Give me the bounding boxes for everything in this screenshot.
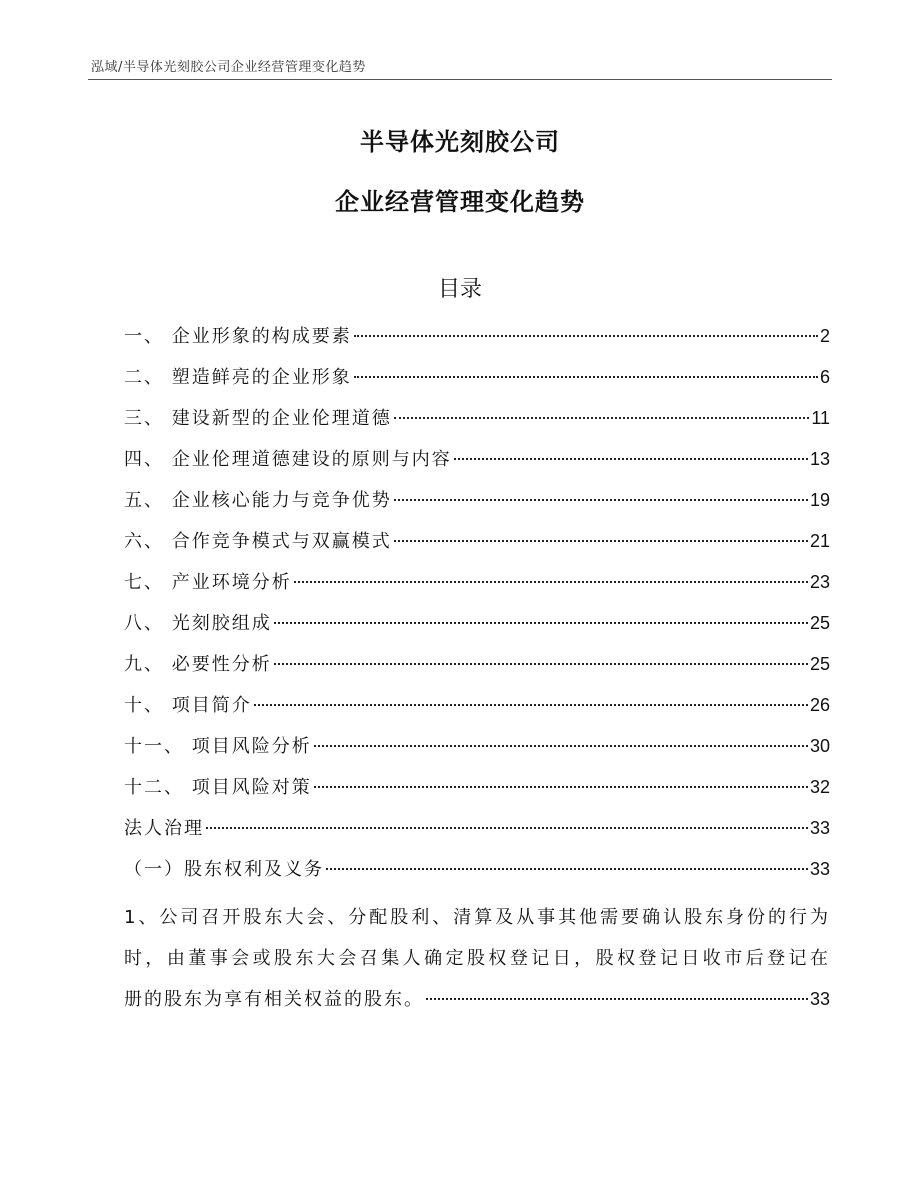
toc-entry[interactable] bbox=[124, 814, 830, 855]
toc-entry-page: 33 bbox=[809, 859, 830, 879]
toc-entry-page: 33 bbox=[809, 989, 830, 1009]
toc-entry-page: 11 bbox=[811, 408, 830, 428]
toc-entry[interactable] bbox=[124, 445, 830, 486]
dot-leader bbox=[394, 417, 810, 419]
table-of-contents bbox=[124, 322, 830, 1020]
toc-entry-page: 25 bbox=[809, 654, 830, 674]
toc-entry[interactable] bbox=[124, 363, 830, 404]
toc-entry-page: 19 bbox=[809, 490, 830, 510]
toc-entry-label: （一）股东权利及义务 bbox=[124, 859, 324, 880]
dot-leader bbox=[354, 376, 818, 378]
dot-leader bbox=[326, 868, 808, 870]
toc-entry[interactable] bbox=[124, 650, 830, 691]
toc-entry-label: 六、 合作竞争模式与双赢模式 bbox=[124, 531, 392, 552]
dot-leader bbox=[314, 745, 808, 747]
toc-entry[interactable] bbox=[124, 773, 830, 814]
toc-entry[interactable] bbox=[124, 609, 830, 650]
toc-entry-line: 1、公司召开股东大会、分配股利、清算及从事其他需要确认股东身份的行为 bbox=[124, 907, 830, 928]
dot-leader bbox=[254, 704, 808, 706]
toc-entry-page: 13 bbox=[809, 449, 830, 469]
toc-entry-label: 三、 建设新型的企业伦理道德 bbox=[124, 408, 392, 429]
toc-entry-line: 时，由董事会或股东大会召集人确定股权登记日，股权登记日收市后登记在 bbox=[124, 948, 830, 969]
toc-entry-page: 32 bbox=[809, 777, 830, 797]
dot-leader bbox=[426, 998, 808, 1000]
toc-entry-label: 十一、 项目风险分析 bbox=[124, 736, 312, 757]
toc-entry-page: 26 bbox=[809, 695, 830, 715]
document-title: 半导体光刻胶公司 bbox=[360, 128, 560, 156]
toc-entry-label: 九、 必要性分析 bbox=[124, 654, 272, 675]
toc-entry[interactable] bbox=[124, 568, 830, 609]
dot-leader bbox=[354, 335, 818, 337]
toc-entry-page: 30 bbox=[809, 736, 830, 756]
toc-entry[interactable] bbox=[124, 732, 830, 773]
toc-entry-line: 册的股东为享有相关权益的股东。 bbox=[124, 989, 424, 1010]
toc-entry[interactable] bbox=[124, 855, 830, 896]
toc-entry-label: 七、 产业环境分析 bbox=[124, 572, 292, 593]
toc-entry-label: 十二、 项目风险对策 bbox=[124, 777, 312, 798]
toc-entry-label: 五、 企业核心能力与竞争优势 bbox=[124, 490, 392, 511]
toc-entry-page: 23 bbox=[809, 572, 830, 592]
toc-entry[interactable] bbox=[124, 486, 830, 527]
toc-entry-label: 二、 塑造鲜亮的企业形象 bbox=[124, 367, 352, 388]
dot-leader bbox=[314, 786, 808, 788]
dot-leader bbox=[274, 663, 808, 665]
dot-leader bbox=[394, 499, 808, 501]
toc-entry-label: 十、 项目简介 bbox=[124, 695, 252, 716]
toc-entry-label: 八、 光刻胶组成 bbox=[124, 613, 272, 634]
dot-leader bbox=[206, 827, 808, 829]
toc-entry-page: 33 bbox=[809, 818, 830, 838]
dot-leader bbox=[394, 540, 808, 542]
dot-leader bbox=[454, 458, 808, 460]
toc-entry-label: 法人治理 bbox=[124, 818, 204, 839]
dot-leader bbox=[274, 622, 808, 624]
toc-entry[interactable] bbox=[124, 691, 830, 732]
toc-entry-page: 25 bbox=[809, 613, 830, 633]
dot-leader bbox=[294, 581, 808, 583]
toc-entry[interactable] bbox=[124, 404, 830, 445]
toc-entry-page: 2 bbox=[819, 326, 830, 346]
toc-entry-label: 一、 企业形象的构成要素 bbox=[124, 326, 352, 347]
toc-entry[interactable] bbox=[124, 322, 830, 363]
toc-entry-page: 6 bbox=[819, 367, 830, 387]
toc-heading: 目录 bbox=[437, 277, 482, 302]
running-header: 泓域/半导体光刻胶公司企业经营管理变化趋势 bbox=[91, 60, 366, 75]
document-subtitle: 企业经营管理变化趋势 bbox=[335, 188, 585, 216]
toc-entry-long[interactable] bbox=[124, 897, 830, 1020]
toc-entry-page: 21 bbox=[809, 531, 830, 551]
toc-entry-label: 四、 企业伦理道德建设的原则与内容 bbox=[124, 449, 452, 470]
toc-entry[interactable] bbox=[124, 527, 830, 568]
header-divider bbox=[88, 79, 832, 80]
